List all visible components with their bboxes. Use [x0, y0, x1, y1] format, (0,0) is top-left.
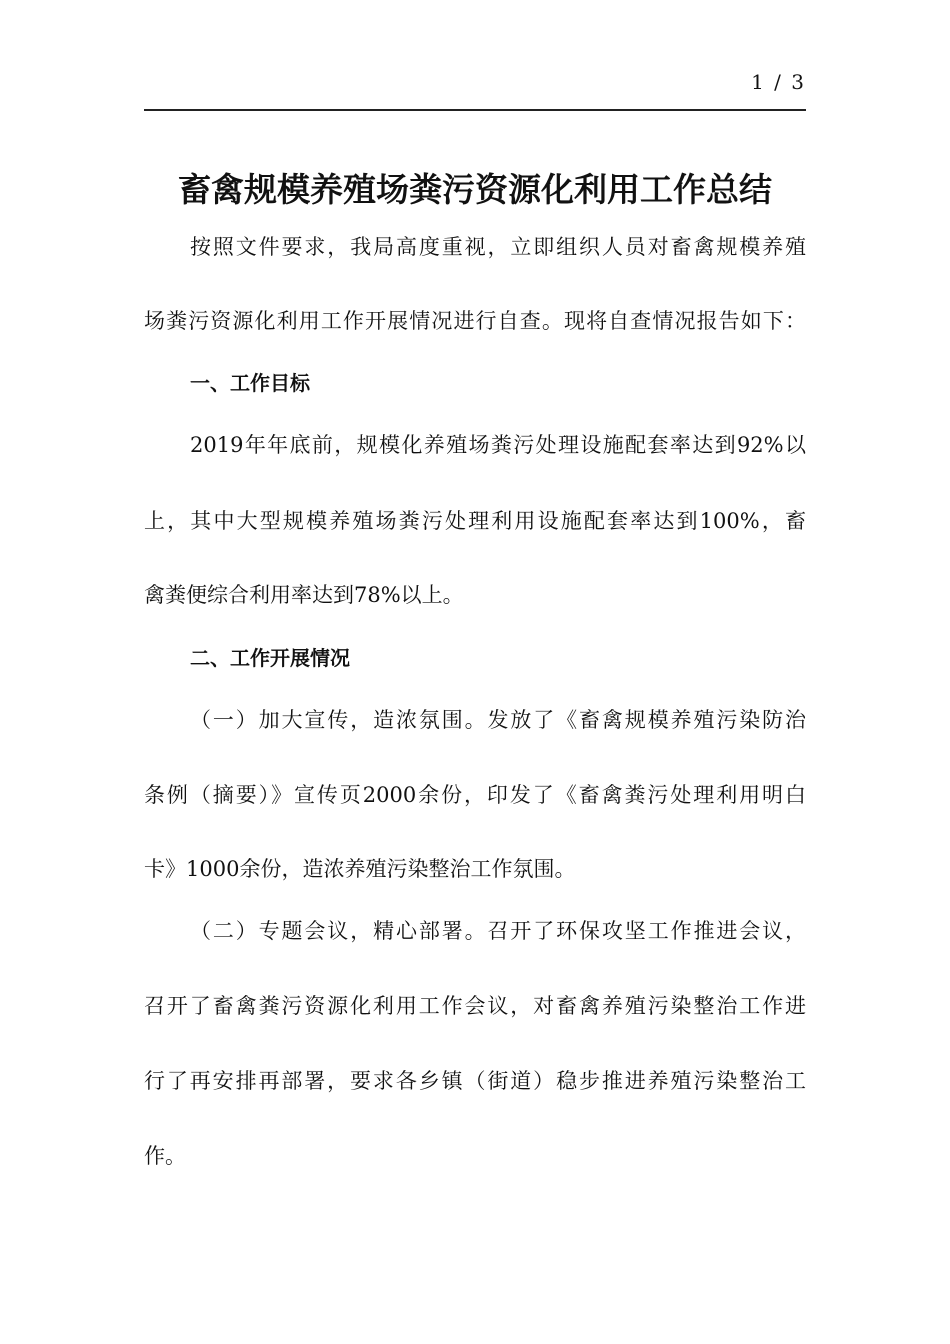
paragraph-meetings-line-1: （二）专题会议，精心部署。召开了环保攻坚工作推进会议，	[190, 919, 806, 943]
section-heading-goals: 一、工作目标	[190, 371, 310, 395]
paragraph-meetings-line-2: 召开了畜禽粪污资源化利用工作会议，对畜禽养殖污染整治工作进	[144, 994, 806, 1018]
paragraph-goals-line-3: 禽粪便综合利用率达到78%以上。	[144, 583, 464, 607]
paragraph-intro-line-1: 按照文件要求，我局高度重视，立即组织人员对畜禽规模养殖	[190, 235, 806, 259]
header-divider	[144, 109, 806, 111]
page-number: 1 / 3	[751, 70, 806, 94]
paragraph-meetings-line-3: 行了再安排再部署，要求各乡镇（街道）稳步推进养殖污染整治工	[144, 1069, 806, 1093]
paragraph-publicity-line-2: 条例（摘要）》宣传页2000余份，印发了《畜禽粪污处理利用明白	[144, 783, 806, 807]
document-title: 畜禽规模养殖场粪污资源化利用工作总结	[178, 170, 772, 209]
section-heading-progress: 二、工作开展情况	[190, 646, 350, 670]
paragraph-goals-line-2: 上，其中大型规模养殖场粪污处理利用设施配套率达到100%，畜	[144, 509, 806, 533]
paragraph-meetings-line-4: 作。	[144, 1144, 186, 1168]
paragraph-publicity-line-1: （一）加大宣传，造浓氛围。发放了《畜禽规模养殖污染防治	[190, 708, 806, 732]
paragraph-goals-line-1: 2019年年底前，规模化养殖场粪污处理设施配套率达到92%以	[190, 433, 806, 457]
paragraph-publicity-line-3: 卡》1000余份，造浓养殖污染整治工作氛围。	[144, 857, 576, 881]
paragraph-intro-line-2: 场粪污资源化利用工作开展情况进行自查。现将自查情况报告如下：	[144, 309, 806, 333]
